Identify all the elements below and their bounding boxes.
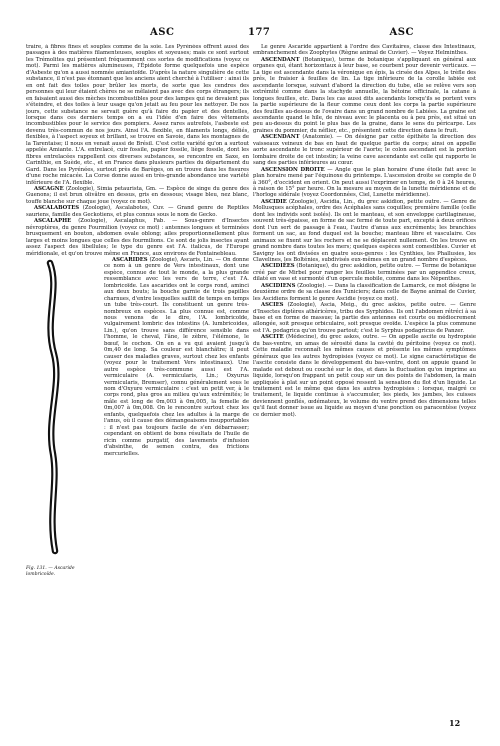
entry-body: (Zoologie). — Dans la classification de Lamarck, ce mot désigne le deuxième ordre de sa classe des Tuniciers; dans celle de Bayne animal de Cuvier, les Ascidiens forment le genre Ascidie (voyez ce mot).: [253, 282, 476, 302]
entry-ascendant-anatomie: [253, 134, 476, 166]
entry-body: — Angle que le plan horaire d'une étoile fait avec le plan horaire mené par l'équinoxe du printemps. L'ascension droite se compte de 0 à 360°, d'occident en orient. On peut aussi l'exprimer en temps, de 0 à 24 heures, à raison de 15° par heure. On la mesure au moyen de la lunette méridienne et de l'horloge sidérale (voyez Coordonnées, Ciel, Lunette méridienne).: [253, 166, 476, 199]
entry-body: (Zoologie), Ascia, Meig., du grec askios, petite outre. — Genre d'Insectes diptères athéricères, tribu des Syrphides. Ils ont l'abdomen rétréci à sa base et en forme de massue; la partie des antennes est courte ou médiocrement allongée, soit presque orbiculaire, soit presque ovoïde. L'espèce la plus commune est l'A. podagrica qu'on trouve partout; c'est le Syrphus podagricus de Panzer.: [253, 302, 476, 334]
right-column: [253, 44, 476, 714]
entry-ascension-droite: [253, 167, 476, 199]
entry-term: ASCENSION DROITE: [261, 166, 325, 173]
entry-body: (Botanique), du grec askidion, petite outre. — Terme de botanique créé par de Mirbel pour ranger les feuilles terminées par un appendice creux, dilaté en vase et surmonté d'un opercule mobile, comme dans les Népenthes.: [253, 263, 476, 283]
entry-term: ASCENDANT: [261, 134, 300, 141]
entry-ascidiens: [253, 283, 476, 302]
entry-term: ASCIES: [261, 302, 284, 309]
entry-ascendant-botanique: [253, 57, 476, 134]
entry-body: (Zoologie), Ascalaphus, Fab. — Sous-genre d'Insectes névroptères, du genre Fourmilion (voyez ce mot) : antennes longues et terminées brusquement en bouton, abdomen ovale oblong; ailes proportionnellement plus larges et moins longues que celles des fourmilions. Ce sont de jolis insectes ayant assez l'aspect des libellules; le type du genre est l'A. italicus, de l'Europe méridionale, et qu'on trouve même en France, aux environs de Fontainebleau.: [26, 218, 249, 257]
entry-term: ASCALAPHE: [34, 218, 72, 225]
entry-body: (Botanique), terme de botanique s'appliquant en général aux organes qui, étant horizontaux à leur base, se courbent pour devenir verticaux. — La tige est ascendante dans la véronique en épis, la cirsée des Alpes, le trèfle des prés, le fraisier à feuilles de lin. La tige inférieure de la corolle labiée est ascendante lorsque, suivant d'abord la direction du tube, elle se relève vers son extrémité comme dans la stachyde annuelle, la bétoine officinale, la catane à longues feuilles, etc. Dans les cas aussi dits ascendants lorsqu'ils se portent vers la partie supérieure de la fleur comme ceux dont les corps la partie supérieure des feuilles au-dessus de l'ovaire dans un grand nombre de Labiées. La graine est ascendante quand le hile, de niveau avec le placenta ou à peu près, est situé un peu au-dessus du point le plus bas de la graine, dans le sens du péricarpe. Les graines du pommier, du néflier, etc., présentent cette direction dans le fruit.: [253, 56, 476, 134]
entry-body: (Zoologie), Simia petaurista, Gm. — Espèce de singe du genre des Guenons; il est brun olivâtre en dessus, gris en dessous; visage bleu, nez blanc, touffe blanche sur chaque joue (voyez ce mot).: [26, 185, 249, 205]
entry-term: ASCITE: [261, 334, 284, 341]
left-column: [26, 44, 249, 714]
figure-ascaride: [26, 259, 98, 577]
entry-ascies: [253, 302, 476, 334]
entry-term: ASCENDANT: [261, 56, 300, 63]
entry-body: (Zoologie), Ascalabotes, Cuv. — Grand genre de Reptiles sauriens, famille des Geckotiens, et plus connus sous le nom de Gecko.: [26, 205, 249, 218]
entry-term: ASCIDIE: [261, 198, 287, 205]
page-number: 177: [248, 27, 271, 38]
header-left-keyword: ASC: [150, 27, 175, 38]
entry-term: ASCARIDES: [112, 256, 148, 263]
entry-ascalaphe: [26, 218, 249, 257]
ascaride-worm-illustration: [36, 259, 72, 559]
header-right-keyword: ASC: [389, 27, 414, 38]
figure-caption: Fig. 131. — Ascaride lombricoïde.: [26, 566, 75, 577]
entry-ascidie: [253, 199, 476, 264]
entry-body: (Zoologie), Ascaris, Lin. — On donne ce nom à un genre de Vers intestinaux, dont une espèce, connue de tout le monde, a la plus grande ressemblance avec les vers de terre, c'est l'A. lombricoïde. Les ascarides ont le corps rond, aminci aux deux bouts; la bouche garnie de trois papilles charnues, d'entre lesquelles saillit de temps en temps un tube très-court. Ils constituent un genre très-nombreux en espèces. La plus connue est, comme nous venons de le dire, l'A. lombricoïde, vulgairement lombric des intestins (A. lumbricoides, Lin.), qu'on trouve sans différence sensible dans l'homme, le cheval, l'âne, le zèbre, l'élémone, le bœuf, le cochon. On en a vu qui avaient jusqu'à 0m,40 de long. Sa couleur est blanchâtre; il peut causer des maladies graves, surtout chez les enfants (voyez pour le traitement Vers intestinaux). Une autre espèce très-commune aussi est l'A. vermiculaire (A. vermicularis, Lin.; Oxyurus vermicularis, Bremser), connu généralement sous le nom d'Oxyure vermiculaire : c'est un petit ver, à le corps rond, plus gros au milieu qu'aux extrémités; le mâle est long de 0m,003 à 0m,005, la femelle de 0m,007 à 0m,008. On le rencontre surtout chez les enfants, quelquefois chez les adultes à la marge de l'anus, où il cause des démangeaisons insupportables : il n'est pas toujours facile de s'en débarrasser; cependant on obtient de bons résultats de l'huile de ricin comme purgatif, des lavements d'infusion d'absinthe, de semen contra, des frictions mercurielles.: [104, 256, 249, 457]
entry-ascidiees: [253, 263, 476, 282]
entry-term: ASCALABOTES: [34, 205, 80, 212]
entry-ascite: [253, 334, 476, 418]
running-header: [26, 27, 478, 41]
entry-term: ASCIDIENS: [261, 282, 296, 289]
paragraph-asbeste-continued: traire, à fibres fines et souples comme de la soie. Les Pyrénées offrent aussi des passages à des matières filamenteuses, souples et soyeuses; mais ce sont surtout les Trémolites qui présentent fréquemment ces sortes de modifications (voyez ce mot). Parmi les matières alumineuses, l'Épidote forme quelquefois une espèce d'Asbeste qu'on a aussi nommée amiantoïde. D'après la nature singulière de cette substance, il n'est pas étonnant que les anciens aient cherché à l'utiliser : ainsi ils en ont fait des toiles pour brûler les morts, de sorte que les cendres des personnes qui leur étaient chères ne se mêlaient pas avec des corps étrangers; ils en faisaient aussi des mèches incombustibles pour des lampes qui ne devaient pas s'éteindre, et des toiles à leur usage qu'on jetait au feu pour les nettoyer. De nos jours, cette substance ne servait guère qu'à faire du papier et des dentelles, lorsque dans ces derniers temps on a eu l'idée d'en faire des vêtements incombustibles pour le service des pompiers. Assez rares autrefois, l'asbeste est devenu très-commun de nos jours. Ainsi l'A. flexible, en filaments longs, déliés, flexibles, à l'aspect soyeux et brillant, se trouve en Savoie, dans les montagnes de la Tarentaise; il nous en venait aussi de Brésil. C'est cette variété qu'on a surtout appelée Amiante. L'A. entrelacé, cuir fossile, papier fossile, liège fossile, dont les fibres entrelacées rappellent ces diverses substances, se rencontre en Saxe, en Carinthie, en Suède, etc., et en France dans plusieurs parties du département du Gard. Dans les Pyrénées, surtout près de Barèges, on en trouve dans les fissures d'une roche micacée. La Corse donne aussi en très-grande abondance une variété inférieure de l'A. flexible.: [26, 44, 249, 186]
entry-body: (Zoologie), Ascidia, Lin., du grec askidion, petite outre. — Genre de Mollusques acéphales, ordre des Acéphales sans coquilles; première famille (celle dont les individs sont isolés). Ils ont le manteau, et son enveloppe cartilagineuse, souvent très-épaisse, en forme de sac fermé de toute part, excepté à deux orifices dont l'un sert de passage à l'eau, l'autre d'anus aux excréments; les branchies forment un sac, au fond duquel est la bouche; manteau libre et vasculaire. Ces animaux se fixent sur les rochers et ne se déplacent nullement. On les trouve en grand nombre dans toutes les mers; quelques espèces sont comestibles. Cuvier et Savigny les ont divisées en quatre sous-genres : les Cynthies, les Phallusies, les Clavelines, les Bolténies, subdivisés eux-mêmes en un grand nombre d'espèces.: [253, 198, 476, 263]
entry-ascagne: [26, 186, 249, 205]
entry-term: ASCAGNE: [34, 185, 64, 192]
paragraph-ascaride-classification: Le genre Ascaride appartient à l'ordre des Cavitaires, classe des Intestinaux, embranchement des Zoophytes (Règne animal de Cuvier). — Voyez Helminthes.: [253, 44, 476, 57]
entry-body: (Anatomie). — On désigne par cette épithète la direction des vaisseaux veineux de bas en haut de quelque partie du corps; ainsi on appelle aorte ascendante le tronc supérieur de l'aorte; le colon ascendant est la portion lombaire droite de cet intestin; la veine cave ascendante est celle qui rapporte le sang des parties inférieures au cœur.: [253, 134, 476, 167]
entry-ascalabotes: [26, 205, 249, 218]
entry-body: (Médecine), du grec askos, outre. — On appelle ascite ou hydropisie du bas-ventre, un amas de sérosité dans la cavité du péritoine (voyez ce mot). Cette maladie reconnaît les mêmes causes et présente les mêmes symptômes généraux que les autres hydropisies (voyez ce mot). Le signe caractéristique de l'ascite consiste dans le développement du bas-ventre, dont on appuie quand le malade est debout ou couché sur le dos, et dans la fluctuation qu'on imprime au liquide, lorsqu'on frappant un petit coup sur un des points de l'abdomen, la main appliquée à plat sur un point opposé ressent la sensation du flot d'un liquide. Le traitement est le même que dans les autres hydropisies : lorsque, malgré ce traitement, le liquide continue à s'accumuler, les pieds, les jambes, les cuisses deviennent gonflés, œdémateux, le volume du ventre prend des dimensions telles qu'il faut donner issue au liquide au moyen d'une ponction ou paracentèse (voyez ce dernier mot).: [253, 334, 476, 418]
entry-term: ASCIDIÉES: [261, 263, 295, 270]
signature-mark: 12: [449, 718, 461, 728]
